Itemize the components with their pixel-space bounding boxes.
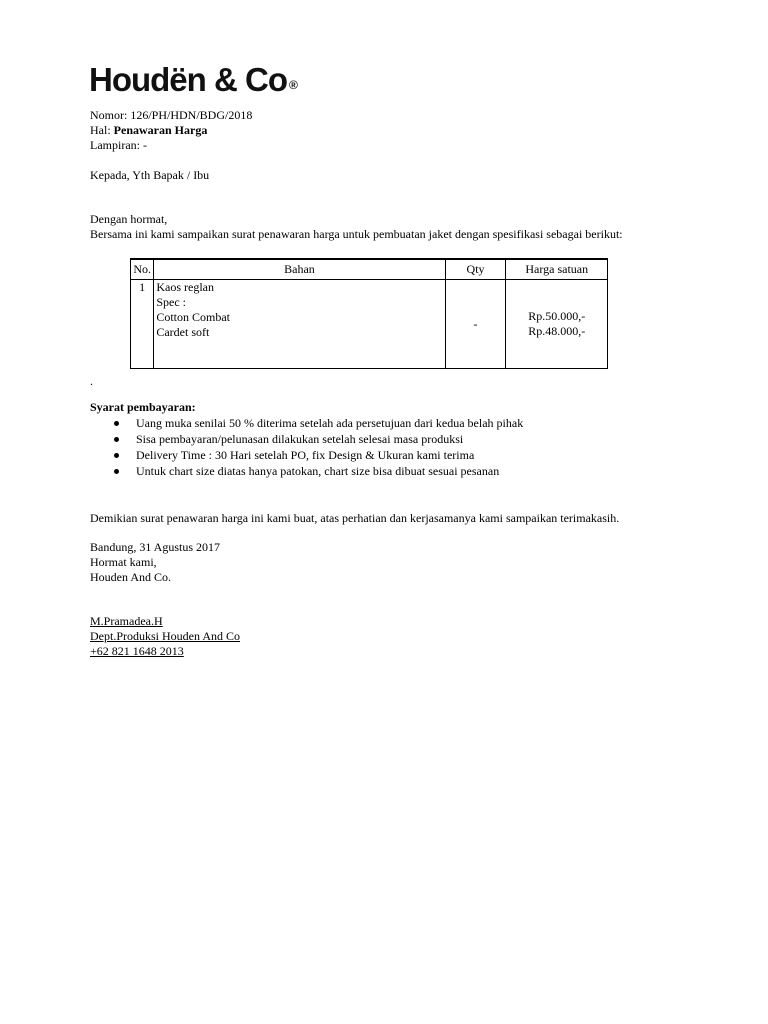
subject-value: Penawaran Harga [113, 123, 208, 137]
bullet-icon [114, 421, 119, 426]
list-item [110, 415, 523, 431]
payment-title: Syarat pembayaran: [90, 400, 196, 414]
signer-phone: +62 821 1648 2013 [90, 644, 184, 658]
header-qty: Qty [445, 259, 506, 280]
cell-harga [506, 280, 608, 369]
bahan-line: Kaos reglan [156, 280, 214, 294]
list-item-text: Sisa pembayaran/pelunasan dilakukan setelah selesai masa produksi [136, 432, 464, 446]
offer-table [130, 258, 608, 369]
header-harga: Harga satuan [506, 259, 608, 280]
opening [90, 212, 623, 242]
list-item [110, 431, 523, 447]
header-bahan: Bahan [154, 259, 445, 280]
cell-qty: - [445, 280, 506, 369]
greeting: Dengan hormat, [90, 212, 168, 226]
intro-text: Bersama ini kami sampaikan surat penawaran harga untuk pembuatan jaket dengan spesifikasi sebagai berikut: [90, 227, 623, 241]
signature-block [90, 614, 240, 659]
harga-line: Rp.50.000,- [528, 309, 586, 323]
logo-wordmark: Houdën & Co [89, 61, 287, 98]
subject-label: Hal: [90, 123, 114, 137]
cell-bahan [154, 280, 445, 369]
list-item [110, 447, 523, 463]
payment-terms-list [110, 415, 523, 479]
company-logo [89, 62, 298, 103]
company-name: Houden And Co. [90, 570, 171, 584]
bullet-icon [114, 453, 119, 458]
regards: Hormat kami, [90, 555, 157, 569]
signer-dept: Dept.Produksi Houden And Co [90, 629, 240, 643]
letter-number: Nomor: 126/PH/HDN/BDG/2018 [90, 108, 253, 122]
bullet-icon [114, 437, 119, 442]
table-header-row [131, 259, 608, 280]
signer-name: M.Pramadea.H [90, 614, 163, 628]
signoff [90, 540, 220, 585]
list-item-text: Uang muka senilai 50 % diterima setelah ada persetujuan dari kedua belah pihak [136, 416, 524, 430]
place-date: Bandung, 31 Agustus 2017 [90, 540, 221, 554]
bahan-line: Spec : [156, 295, 186, 309]
list-item [110, 463, 523, 479]
letter-header [90, 108, 252, 153]
header-no: No. [131, 259, 154, 280]
closing-text: Demikian surat penawaran harga ini kami buat, atas perhatian dan kerjasamanya kami sampaikan terimakasih. [90, 511, 620, 525]
table-row [131, 280, 608, 369]
harga-line: Rp.48.000,- [528, 324, 586, 338]
bullet-icon [114, 469, 119, 474]
bahan-line: Cotton Combat [156, 310, 230, 324]
list-item-text: Untuk chart size diatas hanya patokan, chart size bisa dibuat sesuai pesanan [136, 464, 500, 478]
letter-attachment: Lampiran: - [90, 138, 147, 152]
list-item-text: Delivery Time : 30 Hari setelah PO, fix Design & Ukuran kami terima [136, 448, 475, 462]
recipient: Kepada, Yth Bapak / Ibu [90, 168, 210, 182]
letter-subject [90, 123, 252, 138]
cell-no: 1 [131, 280, 154, 369]
registered-mark: ® [288, 78, 298, 92]
stray-mark: . [90, 374, 93, 388]
bahan-line: Cardet soft [156, 325, 210, 339]
